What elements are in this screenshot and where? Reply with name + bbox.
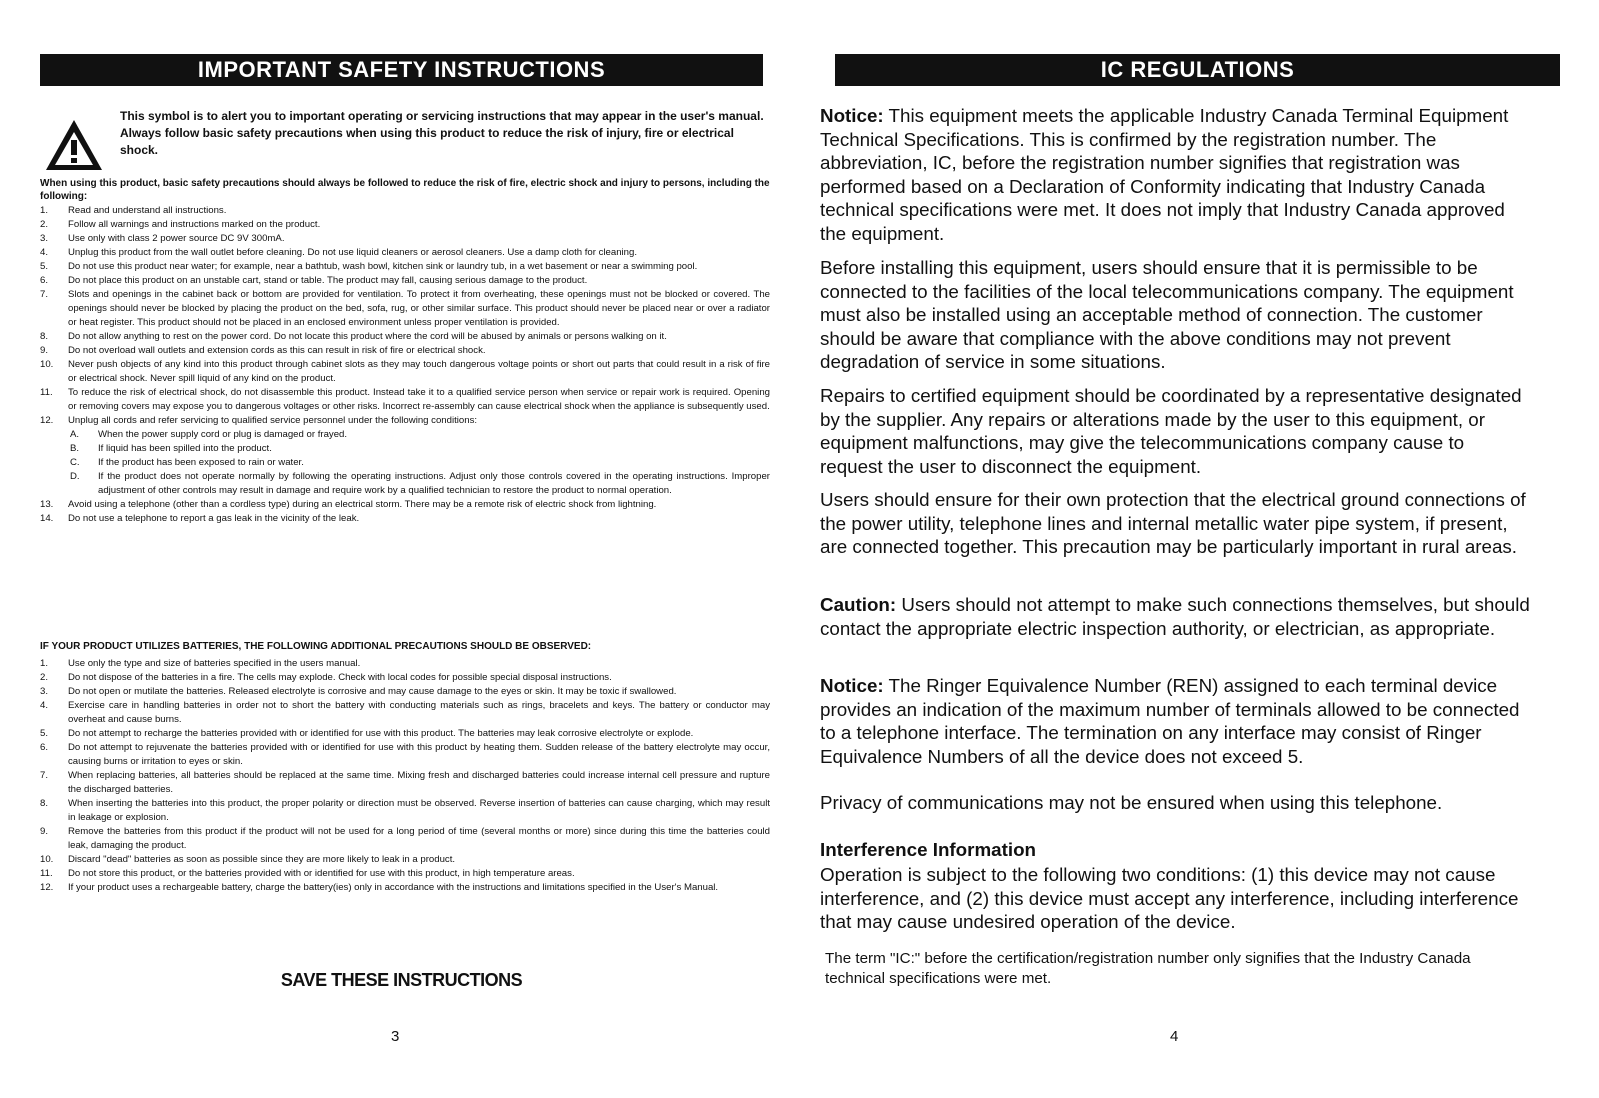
item-number: 14.	[40, 513, 54, 524]
repairs-paragraph: Repairs to certified equipment should be coordinated by a representative designated by the supplier. Any repairs or alterations made by the user to this equipment, or equipment malfunctions, may give the telecommunications company cause to request the user to disconnect the equipment.	[820, 385, 1522, 477]
item-number: 12.	[40, 882, 54, 893]
warning-triangle-icon	[44, 118, 104, 172]
list-item	[40, 671, 770, 685]
item-number: 6.	[40, 275, 49, 286]
list-item	[40, 386, 770, 414]
list-item	[40, 414, 770, 498]
list-item	[40, 246, 770, 260]
list-item	[40, 881, 770, 895]
item-number: 2.	[40, 219, 49, 230]
item-text: Exercise care in handling batteries in order not to short the battery with conducting materials such as rings, bracelets and keys. The battery or conductor may overheat and cause burns.	[68, 700, 770, 725]
list-item	[40, 288, 770, 330]
list-item	[40, 204, 770, 218]
item-text: Follow all warnings and instructions marked on the product.	[68, 219, 321, 230]
list-item	[40, 769, 770, 797]
list-item	[40, 741, 770, 769]
installation-paragraph: Before installing this equipment, users should ensure that it is permissible to be connected to the facilities of the local telecommunications company. The equipment must also be installed using an acceptable method of connection. The customer should be aware that compliance with the above conditions may not prevent degradation of service in some situations.	[820, 257, 1514, 373]
item-text: Do not attempt to rejuvenate the batteries provided with or identified for use with this product by heating them. Sudden release of the battery electrolyte may occur, causing burns or irritation to eyes or skin.	[68, 742, 770, 767]
list-item	[40, 232, 770, 246]
item-number: 5.	[40, 261, 49, 272]
item-number: 6.	[40, 742, 49, 753]
item-number: 3.	[40, 686, 49, 697]
interference-paragraph: Operation is subject to the following two conditions: (1) this device may not cause interference, and (2) this device must accept any interference, including interference that may cause undesired operation of the device.	[820, 864, 1519, 933]
ren-text: The Ringer Equivalence Number (REN) assigned to each terminal device provides an indication of the maximum number of terminals allowed to be connected to a telephone interface. The termination on any interface may consist of Ringer Equivalence Numbers of all the device does not exceed 5.	[820, 675, 1520, 767]
safety-banner: IMPORTANT SAFETY INSTRUCTIONS	[40, 54, 763, 86]
condition-item	[68, 456, 770, 470]
item-text: Never push objects of any kind into this product through cabinet slots as they may touch dangerous voltage points or short out parts that could result in a risk of fire or electrical shock. Never spill liquid of any kind on the product.	[68, 359, 770, 384]
item-text: Do not use this product near water; for example, near a bathtub, wash bowl, kitchen sink or laundry tub, in a wet basement or near a swimming pool.	[68, 261, 698, 272]
ic-term-note: The term "IC:" before the certification/registration number only signifies that the Industry Canada technical specifications were met.	[825, 950, 1471, 987]
ground-paragraph: Users should ensure for their own protection that the electrical ground connections of the power utility, telephone lines and internal metallic water pipe system, if present, are connected together. This precaution may be particularly important in rural areas.	[820, 489, 1526, 558]
item-text: Read and understand all instructions.	[68, 205, 227, 216]
item-number: 5.	[40, 728, 49, 739]
item-text: Do not overload wall outlets and extension cords as this can result in risk of fire or electrical shock.	[68, 345, 486, 356]
item-text: Do not allow anything to rest on the power cord. Do not locate this product where the cord will be abused by animals or persons walking on it.	[68, 331, 667, 342]
list-item	[40, 330, 770, 344]
item-number: 10.	[40, 359, 54, 370]
condition-text: When the power supply cord or plug is damaged or frayed.	[98, 429, 348, 440]
item-text: Use only the type and size of batteries specified in the users manual.	[68, 658, 361, 669]
list-item	[40, 727, 770, 741]
item-number: 4.	[40, 700, 49, 711]
caution-paragraph	[820, 593, 1530, 640]
item-text: Remove the batteries from this product if the product will not be used for a long period of time (several months or more) since during this time the batteries could leak, damaging the product.	[68, 826, 770, 851]
condition-text: If the product has been exposed to rain or water.	[98, 457, 304, 468]
item-text: Unplug this product from the wall outlet before cleaning. Do not use liquid cleaners or aerosol cleaners. Use a damp cloth for cleaning.	[68, 247, 638, 258]
battery-heading: IF YOUR PRODUCT UTILIZES BATTERIES, THE FOLLOWING ADDITIONAL PRECAUTIONS SHOULD BE OBSERVED:	[40, 641, 592, 652]
list-item	[40, 274, 770, 288]
item-number: 11.	[40, 387, 53, 398]
left-page	[40, 0, 770, 1098]
item-number: 2.	[40, 672, 49, 683]
condition-item	[68, 470, 770, 498]
list-item	[40, 685, 770, 699]
interference-title: Interference Information	[820, 839, 1037, 860]
item-text: Do not open or mutilate the batteries. Released electrolyte is corrosive and may cause damage to the eyes or skin. It may be toxic if swallowed.	[68, 686, 677, 697]
list-item	[40, 867, 770, 881]
item-number: 3.	[40, 233, 49, 244]
save-instructions: SAVE THESE INSTRUCTIONS	[280, 970, 523, 990]
item-text: Do not place this product on an unstable cart, stand or table. The product may fall, causing serious damage to the product.	[68, 275, 588, 286]
list-item	[40, 797, 770, 825]
list-item	[40, 699, 770, 727]
item-text: Discard "dead" batteries as soon as possible since they are more likely to leak in a product.	[68, 854, 456, 865]
item-text: Unplug all cords and refer servicing to qualified service personnel under the following conditions:	[68, 415, 478, 426]
condition-item	[68, 428, 770, 442]
notice-paragraph	[820, 104, 1530, 246]
list-item	[40, 512, 770, 526]
item-text: When inserting the batteries into this product, the proper polarity or direction must be observed. Reverse insertion of batteries can cause charging, which may result in leakage or explosion.	[68, 798, 770, 823]
page-number-left: 3	[391, 1028, 400, 1045]
item-number: 7.	[40, 770, 49, 781]
list-item	[40, 358, 770, 386]
list-item	[40, 260, 770, 274]
item-number: 9.	[40, 826, 49, 837]
item-text: To reduce the risk of electrical shock, do not disassemble this product. Instead take it to a qualified service person when service or repair work is required. Opening or removing covers may expose you to dangerous voltages or other risks. Incorrect re-assembly can cause electrical shock when the appliance is subsequently used.	[68, 387, 770, 412]
alert-text: This symbol is to alert you to important operating or servicing instructions that may appear in the user's manual. Always follow basic safety precautions when using this product to reduce the risk of injury, fire or electrical shock.	[120, 109, 764, 157]
item-text: Avoid using a telephone (other than a cordless type) during an electrical storm. There may be a remote risk of electric shock from lightning.	[68, 499, 657, 510]
condition-letter: A.	[70, 429, 80, 440]
notice-lead: Notice:	[820, 105, 884, 126]
ic-banner: IC REGULATIONS	[835, 54, 1560, 86]
battery-list	[40, 657, 770, 895]
list-item	[40, 498, 770, 512]
safety-list	[40, 204, 770, 526]
item-text: Use only with class 2 power source DC 9V 300mA.	[68, 233, 285, 244]
condition-letter: C.	[70, 457, 80, 468]
item-text: Do not dispose of the batteries in a fire. The cells may explode. Check with local codes for possible special disposal instructions.	[68, 672, 612, 683]
item-text: Do not use a telephone to report a gas leak in the vicinity of the leak.	[68, 513, 360, 524]
ren-paragraph	[820, 674, 1530, 768]
page-number-right: 4	[1170, 1028, 1179, 1045]
item-number: 8.	[40, 331, 49, 342]
item-number: 10.	[40, 854, 54, 865]
condition-letter: B.	[70, 443, 80, 454]
item-text: Do not store this product, or the batteries provided with or identified for use with this product, in high temperature areas.	[68, 868, 575, 879]
item-text: Slots and openings in the cabinet back or bottom are provided for ventilation. To protect it from overheating, these openings must not be blocked or covered. The openings should never be blocked by placing the product on the bed, sofa, rug, or other similar surface. This product should never be placed near or over a radiator or heat register. This product should not be placed in an enclosed environment unless proper ventilation is provided.	[68, 289, 770, 328]
item-text: Do not attempt to recharge the batteries provided with or identified for use with this product. The batteries may leak corrosive electrolyte or explode.	[68, 728, 694, 739]
item-text: If your product uses a rechargeable battery, charge the battery(ies) only in accordance with the instructions and limitations specified in the User's Manual.	[68, 882, 719, 893]
list-item	[40, 825, 770, 853]
item-number: 9.	[40, 345, 49, 356]
right-page	[820, 0, 1560, 1098]
item-number: 8.	[40, 798, 49, 809]
condition-item	[68, 442, 770, 456]
item-text: When replacing batteries, all batteries should be replaced at the same time. Mixing fresh and discharged batteries could increase internal cell pressure and rupture the discharged batteries.	[68, 770, 770, 795]
conditions-list	[68, 428, 770, 498]
privacy-paragraph: Privacy of communications may not be ensured when using this telephone.	[820, 792, 1443, 813]
item-number: 11.	[40, 868, 53, 879]
item-number: 13.	[40, 499, 54, 510]
notice-text: This equipment meets the applicable Industry Canada Terminal Equipment Technical Specifications. This is confirmed by the registration number. The abbreviation, IC, before the registration number signifies that registration was performed based on a Declaration of Conformity indicating that Industry Canada technical specifications were met. It does not imply that Industry Canada approved the equipment.	[820, 105, 1509, 244]
condition-text: If liquid has been spilled into the product.	[98, 443, 272, 454]
item-number: 1.	[40, 658, 49, 669]
item-number: 4.	[40, 247, 49, 258]
condition-letter: D.	[70, 471, 80, 482]
list-item	[40, 657, 770, 671]
caution-text: Users should not attempt to make such connections themselves, but should contact the appropriate electric inspection authority, or electrician, as appropriate.	[820, 594, 1530, 639]
list-item	[40, 218, 770, 232]
item-number: 7.	[40, 289, 49, 300]
list-item	[40, 344, 770, 358]
item-number: 1.	[40, 205, 49, 216]
safety-intro: When using this product, basic safety precautions should always be followed to reduce the risk of fire, electric shock and injury to persons, including the following:	[40, 178, 770, 202]
ren-lead: Notice:	[820, 675, 884, 696]
caution-lead: Caution:	[820, 594, 897, 615]
item-number: 12.	[40, 415, 54, 426]
list-item	[40, 853, 770, 867]
condition-text: If the product does not operate normally by following the operating instructions. Adjust only those controls covered in the operating instructions. Improper adjustment of other controls may result in damage and require work by a qualified technician to restore the product to normal operation.	[98, 471, 770, 496]
